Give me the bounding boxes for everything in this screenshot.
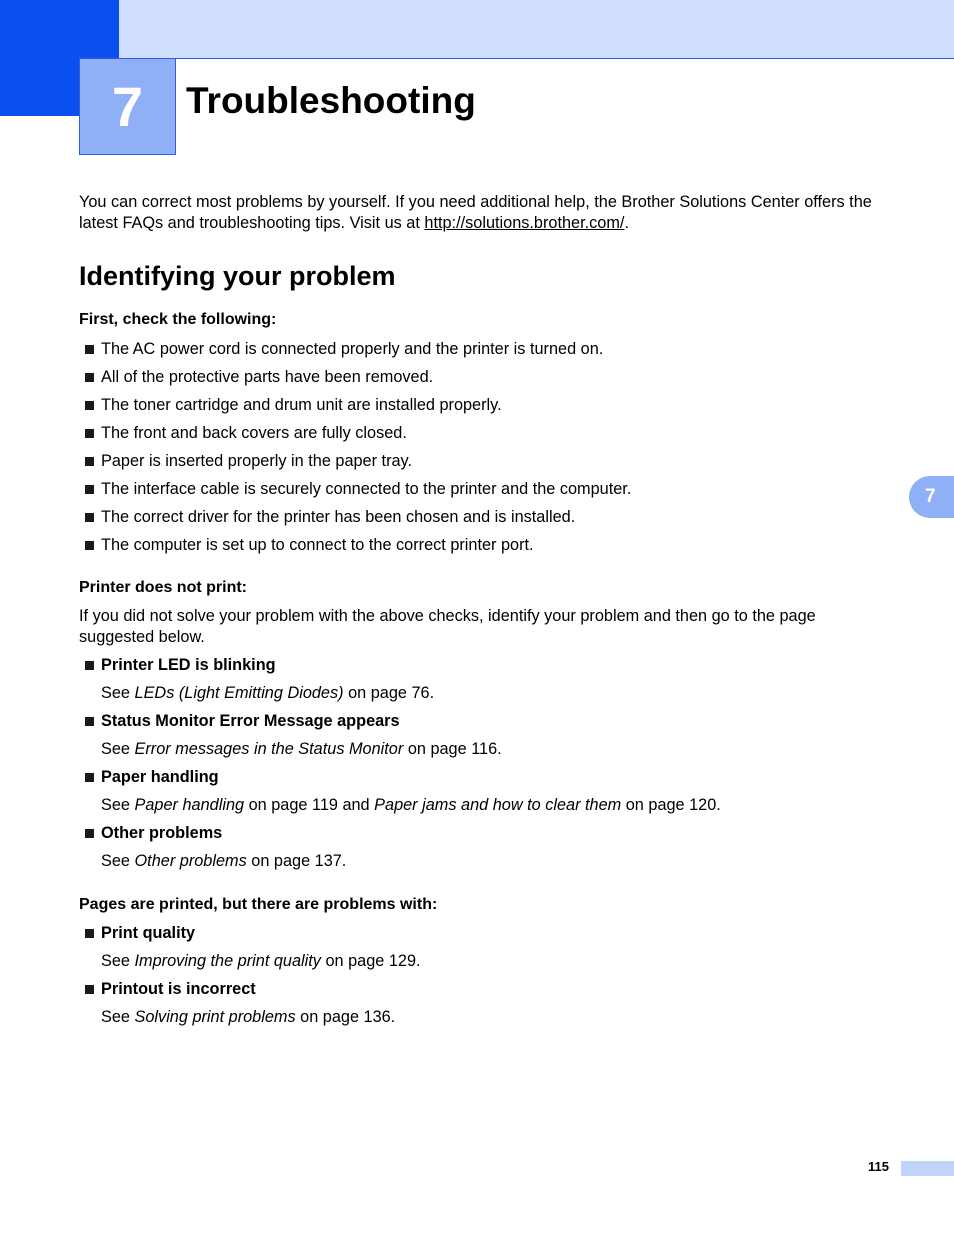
solutions-center-link[interactable]: http://solutions.brother.com/ xyxy=(424,214,625,232)
problem-item-status-monitor: Status Monitor Error Message appears See Error messages in the Status Monitor on page 116. xyxy=(79,711,502,759)
bullet-square-icon xyxy=(85,485,94,494)
list-item: The correct driver for the printer has been chosen and is installed. xyxy=(79,507,631,535)
list-item: The interface cable is securely connected to the printer and the computer. xyxy=(79,479,631,507)
list-item: The AC power cord is connected properly and the printer is turned on. xyxy=(79,339,631,367)
cross-reference-link[interactable]: Paper jams and how to clear them xyxy=(374,796,622,814)
bullet-square-icon xyxy=(85,429,94,438)
bullet-square-icon xyxy=(85,401,94,410)
bullet-square-icon xyxy=(85,541,94,550)
intro-paragraph xyxy=(79,192,899,234)
list-item: All of the protective parts have been removed. xyxy=(79,367,631,395)
noprint-paragraph: If you did not solve your problem with the above checks, identify your problem and then go to the page suggested below. xyxy=(79,607,816,646)
chapter-number-box xyxy=(79,58,176,155)
bullet-square-icon xyxy=(85,773,94,782)
check-list xyxy=(79,339,631,563)
page-number-bar xyxy=(901,1161,954,1176)
intro-end: . xyxy=(624,214,629,232)
problem-item-printout-incorrect: Printout is incorrect See Solving print problems on page 136. xyxy=(79,979,395,1027)
bullet-square-icon xyxy=(85,929,94,938)
bullet-square-icon xyxy=(85,829,94,838)
cross-reference-link[interactable]: Paper handling xyxy=(134,796,245,814)
noprint-heading: Printer does not print: xyxy=(79,579,247,596)
list-item: The toner cartridge and drum unit are installed properly. xyxy=(79,395,631,423)
section-title: Identifying your problem xyxy=(79,261,396,291)
problem-item-led: Printer LED is blinking See LEDs (Light Emitting Diodes) on page 76. xyxy=(79,655,434,703)
chapter-title: Troubleshooting xyxy=(186,80,476,121)
bullet-square-icon xyxy=(85,717,94,726)
list-item: The front and back covers are fully closed. xyxy=(79,423,631,451)
intro-text: You can correct most problems by yourself. If you need additional help, the Brother Solutions Center offers the latest FAQs and troubleshooting tips. Visit us at xyxy=(79,193,872,232)
problem-item-print-quality: Print quality See Improving the print quality on page 129. xyxy=(79,923,421,971)
cross-reference-link[interactable]: Other problems xyxy=(134,852,247,870)
cross-reference-link[interactable]: LEDs (Light Emitting Diodes) xyxy=(134,684,344,702)
bullet-square-icon xyxy=(85,373,94,382)
bullet-square-icon xyxy=(85,513,94,522)
cross-reference-link[interactable]: Improving the print quality xyxy=(134,952,321,970)
problem-item-other: Other problems See Other problems on page 137. xyxy=(79,823,346,871)
bullet-square-icon xyxy=(85,661,94,670)
bullet-square-icon xyxy=(85,985,94,994)
cross-reference-link[interactable]: Error messages in the Status Monitor xyxy=(134,740,404,758)
header-band xyxy=(0,0,954,59)
list-item: Paper is inserted properly in the paper tray. xyxy=(79,451,631,479)
printed-heading: Pages are printed, but there are problems with: xyxy=(79,896,438,913)
bullet-square-icon xyxy=(85,345,94,354)
list-item: The computer is set up to connect to the correct printer port. xyxy=(79,535,631,563)
page-number: 115 xyxy=(868,1159,889,1174)
chapter-side-tab[interactable]: 7 xyxy=(909,476,954,518)
chapter-number: 7 xyxy=(111,75,144,138)
cross-reference-link[interactable]: Solving print problems xyxy=(134,1008,296,1026)
problem-item-paper-handling: Paper handling See Paper handling on page 119 and Paper jams and how to clear them on page 120. xyxy=(79,767,721,815)
bullet-square-icon xyxy=(85,457,94,466)
check-heading: First, check the following: xyxy=(79,311,277,328)
